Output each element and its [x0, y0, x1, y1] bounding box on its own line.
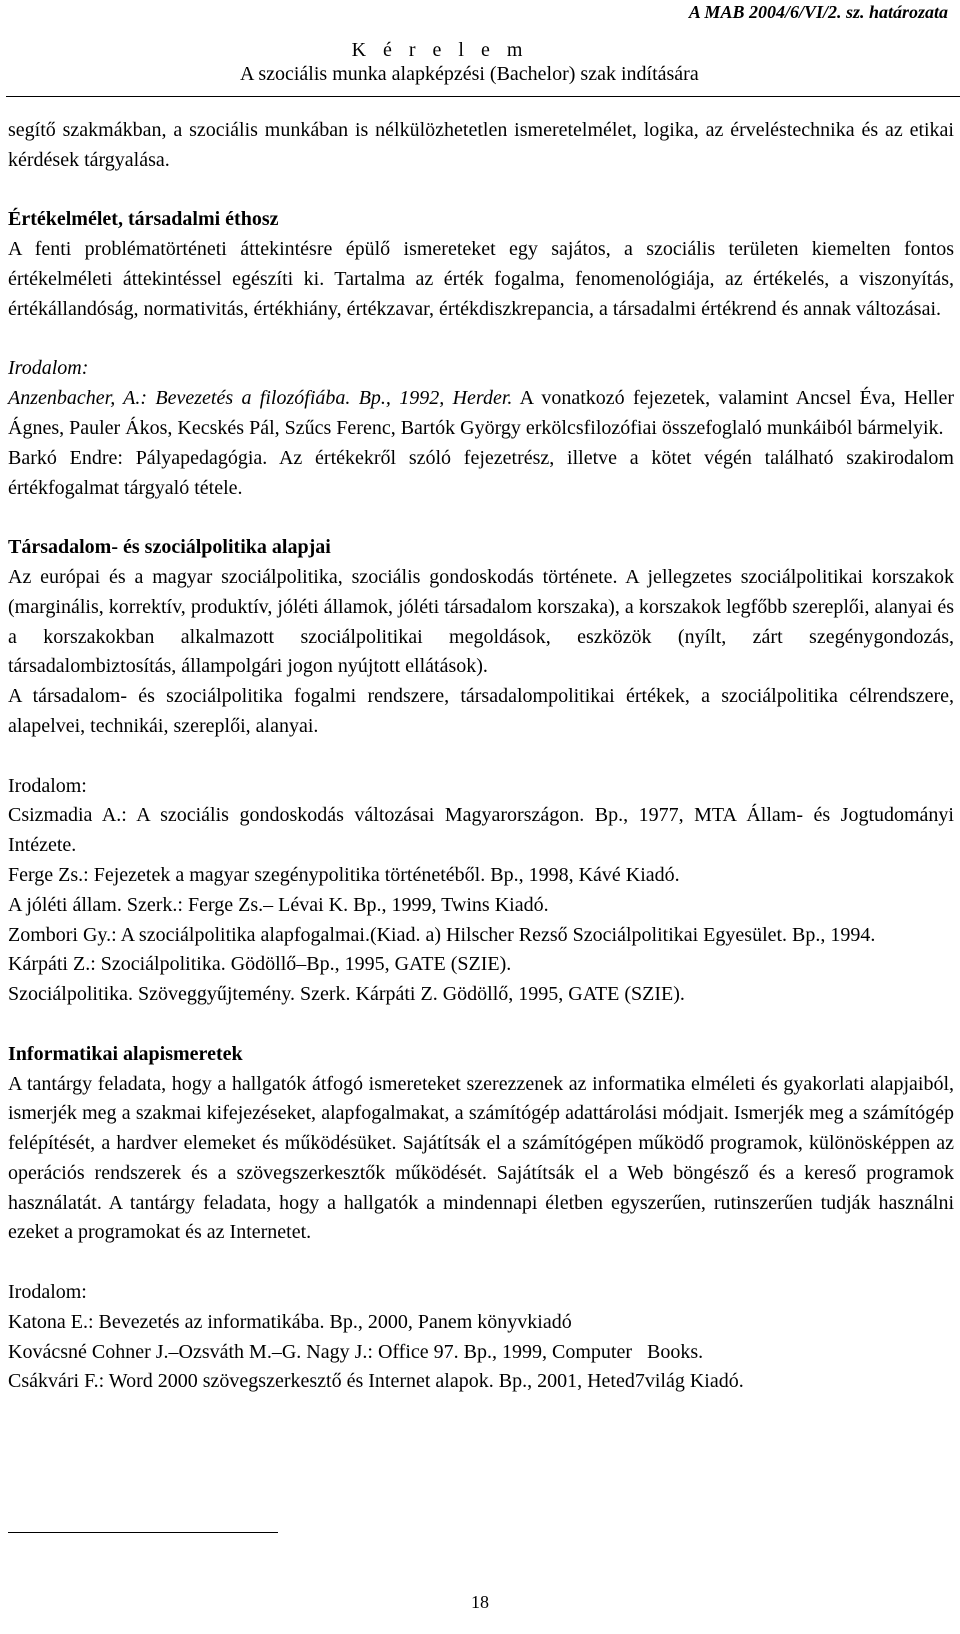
footer-divider — [8, 1532, 278, 1533]
literature-item: Csákvári F.: Word 2000 szövegszerkesztő és Internet alapok. Bp., 2001, Heted7világ Kiadó. — [8, 1370, 744, 1393]
section-paragraph: Az európai és a magyar szociálpolitika, szociális gondoskodás története. A jellegzetes szociálpolitikai korszakok (marginális, korrektív, produktív, jóléti államok, jóléti társadalom korszaka), a korszakok legfőbb szereplői, alanyai és a korszakokban alkalmazott szociálpolitikai megoldások, eszközök (nyílt, zárt szegénygondozás, társadalombiztosítás, állampolgári jogon nyújtott ellátások). — [8, 565, 954, 678]
literature-label: Irodalom: — [8, 1281, 87, 1304]
literature-label: Irodalom: — [8, 357, 89, 380]
section-ertekelmelet — [8, 205, 954, 503]
document-title: K é r e l e m — [351, 39, 529, 61]
document-body — [8, 116, 954, 1397]
section-informatika — [8, 1040, 954, 1398]
literature-item: Kárpáti Z.: Szociálpolitika. Gödöllő–Bp., 1995, GATE (SZIE). — [8, 953, 512, 976]
resolution-reference: A MAB 2004/6/VI/2. sz. határozata — [688, 2, 948, 22]
document-subtitle: A szociális munka alapképzési (Bachelor) szak indítására — [240, 63, 699, 85]
literature-item: A jóléti állam. Szerk.: Ferge Zs.– Lévai K. Bp., 1999, Twins Kiadó. — [8, 893, 549, 916]
literature-item: Csizmadia A.: A szociális gondoskodás változásai Magyarországon. Bp., 1977, MTA Állam- és Jogtudományi Intézete. — [8, 804, 954, 857]
literature-item: Ferge Zs.: Fejezetek a magyar szegénypolitika történetéből. Bp., 1998, Kávé Kiadó. — [8, 863, 680, 886]
section-paragraph: A fenti problématörténeti áttekintésre épülő ismereteket egy sajátos, a szociális területen kiemelten fontos értékelméleti áttekintéssel egészíti ki. Tartalma az érték fogalma, fenomenológiája, az értékelés, a viszonyítás, értékállandóság, normativitás, értékhiány, értékzavar, értékdiszkrepancia, a társadalmi értékrend és annak változásai. — [8, 238, 954, 320]
header-divider — [6, 96, 960, 97]
literature-item: Zombori Gy.: A szociálpolitika alapfogalmai.(Kiad. a) Hilscher Rezső Szociálpolitikai Egyesület. Bp., 1994. — [8, 923, 876, 946]
section-paragraph: A tantárgy feladata, hogy a hallgatók átfogó ismereteket szerezzenek az informatika elméleti és gyakorlati alapjaiból, ismerjék meg a szakmai kifejezéseket, alapfogalmakat, a számítógép adattárolási módjait. Ismerjék meg a számítógép felépítését, a hardver elemeket és működésüket. Sajátítsák el a számítógépen működő programok, különösképpen az operációs rendszerek és a szövegszerkesztők működését. Sajátítsák el a Web böngésző és a kereső programok használatát. A tantárgy feladata, hogy a hallgatók a mindennapi életben egyszerűen, rutinszerűen tudják használni ezeket a programokat és az Internetet. — [8, 1072, 954, 1244]
section-heading: Informatikai alapismeretek — [8, 1042, 243, 1065]
literature-item: Kovácsné Cohner J.–Ozsváth M.–G. Nagy J.: Office 97. Bp., 1999, Computer Books. — [8, 1340, 704, 1363]
literature-label: Irodalom: — [8, 774, 87, 797]
literature-italic-part: Anzenbacher, A.: Bevezetés a filozófiába. Bp., 1992, Herder. — [8, 387, 513, 410]
section-heading: Értékelmélet, társadalmi éthosz — [8, 208, 279, 231]
literature-item — [8, 384, 954, 444]
literature-item: Katona E.: Bevezetés az informatikába. Bp., 2000, Panem könyvkiadó — [8, 1310, 572, 1333]
literature-item — [8, 444, 954, 504]
section-paragraph: A társadalom- és szociálpolitika fogalmi rendszere, társadalompolitikai értékek, a szociálpolitika célrendszere, alapelvei, technikái, szereplői, alanyai. — [8, 685, 954, 737]
page-number: 18 — [471, 1592, 489, 1612]
header-title-block — [240, 38, 699, 86]
literature-rest: Barkó Endre: Pályapedagógia. Az értékekről szóló fejezetrész, illetve a kötet végén található szakirodalom értékfogalmat tárgyaló tétele. — [8, 446, 954, 499]
intro-paragraph: segítő szakmákban, a szociális munkában is nélkülözhetetlen ismeretelmélet, logika, az érveléstechnika és az etikai kérdések tárgyalása. — [8, 119, 954, 171]
literature-item: Szociálpolitika. Szöveggyűjtemény. Szerk. Kárpáti Z. Gödöllő, 1995, GATE (SZIE). — [8, 983, 685, 1006]
literature-rest: A vonatkozó fejezetek, valamint Ancsel Éva, Heller Ágnes, Pauler Ákos, Kecskés Pál, Szűcs Ferenc, Bartók György erkölcsfilozófiai összefoglaló munkáiból bármelyik. — [8, 387, 954, 439]
section-heading: Társadalom- és szociálpolitika alapjai — [8, 536, 331, 559]
section-tarsadalompolitika — [8, 533, 954, 1010]
